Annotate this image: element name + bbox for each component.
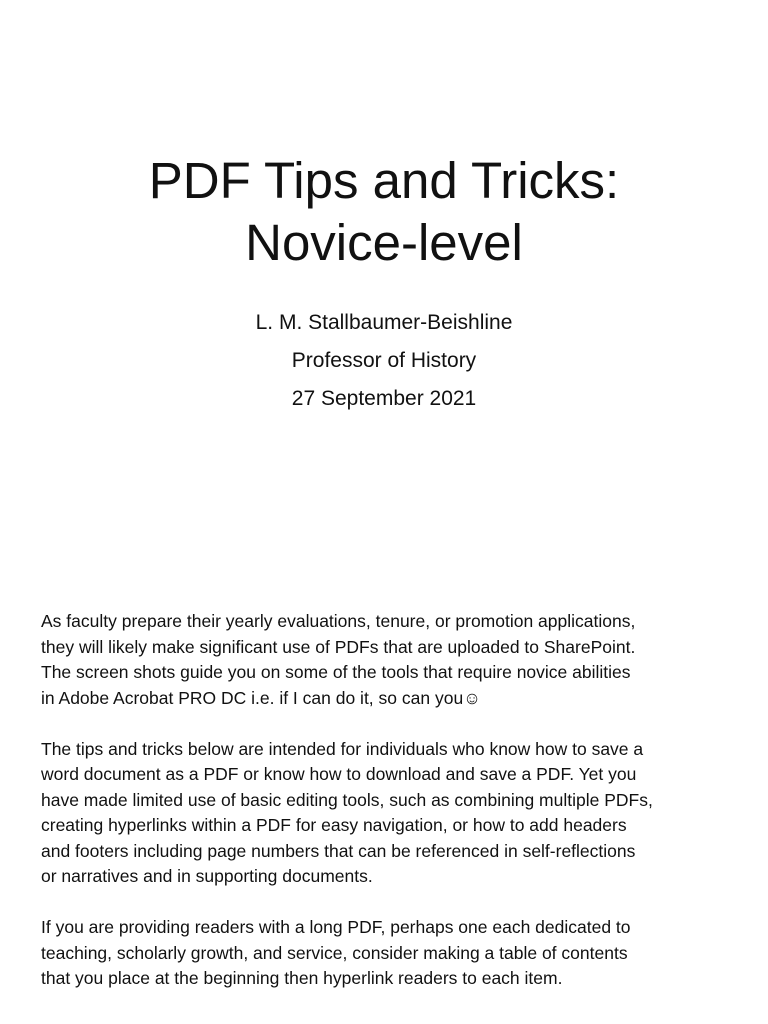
paragraph-intro: As faculty prepare their yearly evaluations, tenure, or promotion applications, they will likely make significant use of PDFs that are uploaded to SharePoint. The screen shots guide you on some of the tools that require novice abilities in Adobe Acrobat PRO DC i.e. if I can do it, so can you☺	[41, 611, 636, 708]
paragraph-audience: The tips and tricks below are intended for individuals who know how to save a word document as a PDF or know how to download and save a PDF. Yet you have made limited use of basic editing tools, such as combining multiple PDFs, creating hyperlinks within a PDF for easy navigation, or how to add headers and footers including page numbers that can be referenced in self-reflections or narratives and in supporting documents.	[41, 738, 653, 886]
author-block	[0, 304, 768, 418]
body-text	[41, 609, 741, 1017]
document-date: 27 September 2021	[291, 387, 477, 410]
author-name: L. M. Stallbaumer-Beishline	[255, 311, 513, 334]
author-position: Professor of History	[291, 349, 477, 372]
title-line-2: Novice-level	[245, 214, 523, 271]
title-line-1: PDF Tips and Tricks:	[148, 152, 620, 209]
page-title	[0, 150, 768, 274]
paragraph-table-of-contents: If you are providing readers with a long PDF, perhaps one each dedicated to teaching, scholarly growth, and service, consider making a table of contents that you place at the beginning then hyperlink readers to each item.	[41, 917, 631, 988]
